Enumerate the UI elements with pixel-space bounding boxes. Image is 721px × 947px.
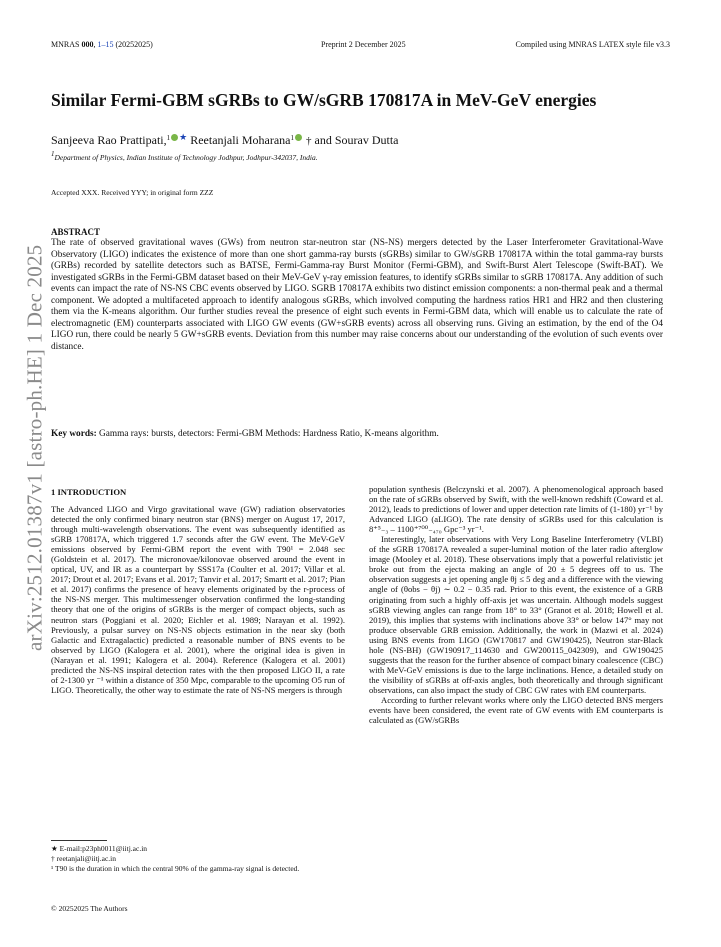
author-list <box>51 132 671 148</box>
paragraph: According to further relevant works where only the LIGO detected BNS mergers events have been considered, the event rate of GW events with EM counterparts is calculated as (GW/sGRBs <box>369 694 663 726</box>
keywords-text: Gamma rays: bursts, detectors: Fermi-GBM Methods: Hardness Ratio, K-means algorithm. <box>96 429 439 439</box>
author-2: Reetanjali Moharana <box>187 133 291 147</box>
author-2-affil-mark: 1 <box>290 134 295 142</box>
left-column <box>51 504 345 695</box>
copyright-notice: © 20252025 The Authors <box>51 904 128 913</box>
footnote-t90: ¹ T90 is the duration in which the central 90% of the gamma-ray signal is detected. <box>51 863 300 873</box>
keywords <box>51 429 663 439</box>
author-3: and Sourav Dutta <box>311 133 399 147</box>
footnotes <box>51 844 345 873</box>
footnote-email-1[interactable]: ★ E-mail:p23ph0011@iitj.ac.in <box>51 844 148 853</box>
dagger-mark: † <box>306 135 312 147</box>
paragraph: The Advanced LIGO and Virgo gravitational wave (GW) radiation observatories detected the only confirmed binary neutron star (BNS) merger on August 17, 2017, through multi-wavelength observations. The event was subsequently identified as sGRB 170817A, which triggered 1.7 seconds after the GW event. The MeV-GeV emissions observed by Fermi-GBM report the event with T90¹ = 2.048 sec (Goldstein et al. 2017). The micronovae/kilonovae observed around the event in optical, UV, and IR as a counterpart by SSS17a (Coulter et al. 2017; Villar et al. 2017; Drout et al. 2017; Evans et al. 2017; Tanvir et al. 2017; Smartt et al. 2017; Pian et al. 2017) confirms the presence of heavy elements originated by the r-process of the NS-NS merger. This multimessenger observation confirmed the long-standing theory that one of the origins of sGRBs is the merger of compact objects, such as neutron stars (Poggiani et al. 2020; Eichler et al. 1989; Narayan et al. 1992). Previously, a pulsar survey on NS-NS objects estimation in the near sky (both Galactic and Extragalactic) predicted a reasonable number of BNS events to be observed by LIGO (Kalogera et al. 2001), where the original idea is given in (Narayan et al. 1991; Kalogera et al. 2004). Reference (Kalogera et al. 2001) predicted the NS-NS inspiral detection rates with the then proposed LIGO II, a rate of 2-1300 yr ⁻¹ within a distance of 350 Mpc, comparable to the upcoming O5 run of LIGO. Theoretically, the other way to estimate the rate of NS-NS mergers is through <box>51 504 346 695</box>
keywords-label: Key words: <box>51 429 97 439</box>
right-column <box>369 484 663 725</box>
preprint-date: Preprint 2 December 2025 <box>321 40 406 49</box>
abstract-text: The rate of observed gravitational waves (GWs) from neutron star-neutron star (NS-NS) mergers detected by the Laser Interferometer Gravitational-Wave Observatory (LIGO) indicates the existence of more than one short gamma-ray bursts (sGRBs) similar to GW/sGRB 170817A within the total gamma-ray bursts (GRBs) recorded by satellite detectors such as BATSE, Fermi-Gamma-ray Burst Monitor (Fermi-GBM), and Swift-Burst Alert Telescope (Swift-BAT). We investigated sGRBs in the Fermi-GBM dataset based on their MeV-GeV γ-ray emission features, to identify sGRBs similar to sGRB 170817A. Any addition of such events can impact the rate of NS-NS CBC events observed by LIGO. SGRB 170817A exhibits two distinct emission components: a non-thermal peak and a thermal component. We adopted a multifaceted approach to identify analogous sGRBs, which involved computing the hardness ratios HR1 and HR2 and then clustering them via the K-means algorithm. Our further studies reveal the presence of eight such events in Fermi-GBM data, which will enable us to calculate the rate of electromagnetic (EM) counterparts associated with LIGO GW events (GW+sGRB events) across all observing runs. Giving an estimation, by the end of the O4 LIGO run, there could be nearly 5 GW+sGRB events. Deviation from this number may raise concerns about our understanding of the evolution of such events over distance. <box>51 238 663 352</box>
paragraph: Interestingly, later observations with Very Long Baseline Interferometry (VLBI) of the sGRB 170817A revealed a super-luminal motion of the later radio afterglow image (Mooley et al. 2018). These observations imply that a powerful relativistic jet broke out from the ejecta making an angle of 20 ± 5 degrees off to us. The observation suggests a jet opening angle θj ≤ 5 deg and a difference with the viewing angle of (θobs − θj) ∼ 0.2 − 0.35 rad. Prior to this event, the existence of a GRB originating from such a highly off-axis jet was uncertain. Although models suggest sGRB viewing angles can range from 18° to 33° (Granot et al. 2018; Howell et al. 2019), this implies that systems with inclinations above 33° or below 147° may not produce observable GRB emission. Additionally, the work in (Mazwi et al. 2024) using BNS events from LIGO (GW170817 and GW190425), Neutron star-Black hole (NS-BH) (GW190917_114630 and GW200115_042309), and GW190425 suggests that the reason for the further absence of compact binary coalescence (CBC) with MeV-GeV emissions is due to the large inclinations. Hence, a detailed study on the visibility of sGRBs at off-axis angles, both theoretically and through significant observations, can also impact the study of CBC GW rates with EM counterparts. <box>369 534 663 695</box>
journal-citation: MNRAS 000, 1–15 (20252025) <box>51 40 153 49</box>
affiliation: 1Department of Physics, Indian Institute of Technology Jodhpur, Jodhpur-342037, India. <box>51 150 318 162</box>
compiled-note: Compiled using MNRAS LATEX style file v3.3 <box>515 40 670 49</box>
arxiv-stamp[interactable]: arXiv:2512.01387v1 [astro-ph.HE] 1 Dec 2025 <box>22 244 47 652</box>
received-dates: Accepted XXX. Received YYY; in original form ZZZ <box>51 188 214 197</box>
abstract-heading: ABSTRACT <box>51 227 101 237</box>
footnote-rule <box>51 840 107 841</box>
paragraph: population synthesis (Belczynski et al. 2007). A phenomenological approach based on the rate of sGRBs observed by Swift, with the well-known redshift (Coward et al. 2012), leads to predictions of lower and upper detection rate limits of (1-180) yr⁻¹ by Advanced LIGO (aLIGO). The rate density of sGRBs used for this calculation is 8⁺⁵₋₃ – 1100⁺⁷⁰⁰₋₄₇₀ Gpc⁻³ yr⁻¹. <box>369 484 663 535</box>
author-1: Sanjeeva Rao Prattipati, <box>51 133 167 147</box>
footnote-email-2[interactable]: † reetanjali@iitj.ac.in <box>51 853 117 863</box>
corresponding-star[interactable]: ★ <box>179 132 188 142</box>
paper-title: Similar Fermi-GBM sGRBs to GW/sGRB 170817A in MeV-GeV energies <box>51 90 597 110</box>
running-header <box>51 40 670 52</box>
orcid-icon[interactable] <box>171 134 178 141</box>
pages-link[interactable]: 1–15 <box>97 40 114 49</box>
section-heading-introduction: 1 INTRODUCTION <box>51 487 127 497</box>
orcid-icon[interactable] <box>295 134 302 141</box>
author-1-affil-mark: 1 <box>166 134 171 142</box>
